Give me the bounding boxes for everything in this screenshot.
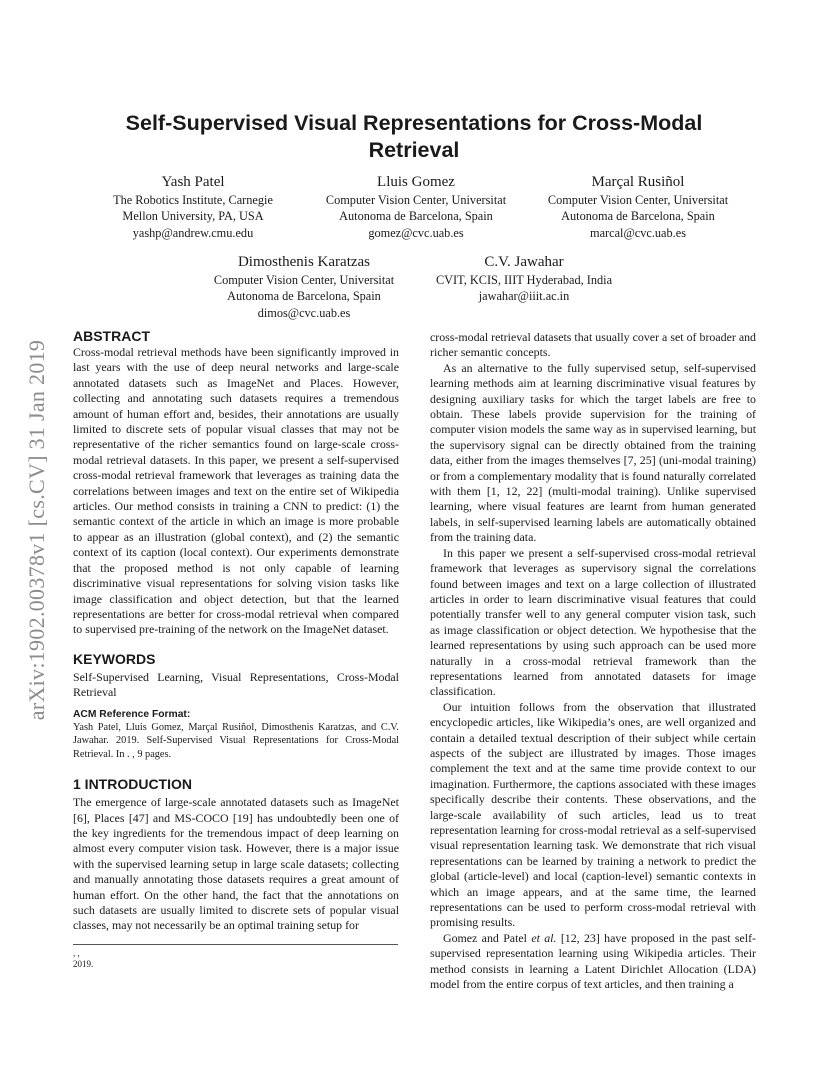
author-affiliation: Autonoma de Barcelona, Spain — [561, 209, 715, 224]
author-block — [98, 172, 288, 241]
author-name: C.V. Jawahar — [484, 254, 564, 270]
paper-title: Self-Supervised Visual Representations for Cross-Modal Retrieval — [125, 111, 703, 162]
author-affiliation: The Robotics Institute, Carnegie — [113, 193, 273, 207]
body-text-emphasis: et al. — [531, 930, 557, 945]
body-paragraph: In this paper we present a self-supervised cross-modal retrieval framework that leverages as supervisory signal the correlations found between images and text on a large collection of illustrated articles in order to learn discriminative visual features that could potentially transfer well to any general computer vision task, such as image classification or object detection. We hypothesise that the learned representations by using such approach can be used more naturally in a cross-modal retrieval framework than the representations learned from annotated datasets for image classification. — [430, 545, 756, 699]
author-affiliation: Computer Vision Center, Universitat — [325, 193, 507, 207]
author-email: yashp@andrew.cmu.edu — [132, 225, 254, 240]
section-heading-introduction: 1 INTRODUCTION — [73, 776, 192, 793]
author-name: Marçal Rusiñol — [591, 174, 685, 190]
body-text: Gomez and Patel — [443, 930, 532, 945]
author-email: dimos@cvc.uab.es — [257, 305, 351, 320]
author-block — [418, 252, 630, 305]
author-block — [310, 172, 522, 241]
author-email: gomez@cvc.uab.es — [368, 225, 464, 240]
body-paragraph: As an alternative to the fully supervised setup, self-supervised learning methods aim at learning discriminative visual features by designing auxiliary tasks for which the target labels are free to obtain. These labels provide supervision for the training of computer vision models the same way as in supervised learning, but the supervisory signal can be directly obtained from the training data, either from the images themselves [7, 25] (uni-modal training) or from a complementary modality that is found naturally correlated with them [1, 12, 22] (multi-modal training). Unlike supervised learning, where visual features are learnt from human generated labels, in self-supervised learning labels are automatically obtained from the training data. — [430, 360, 756, 545]
author-affiliation: CVIT, KCIS, IIIT Hyderabad, India — [435, 273, 613, 287]
abstract-heading: ABSTRACT — [73, 328, 150, 344]
body-paragraph — [430, 931, 756, 993]
intro-paragraph: The emergence of large-scale annotated datasets such as ImageNet [6], Places [47] and MS-COCO [19] has undoubtedly been one of the key ingredients for the tremendous impact of deep learning on almost every computer vision task. However, there is a major issue with the supervised learning setup in large scale datasets; collecting and manually annotating those datasets requires a great amount of human effort. On the other hand, the fact that the annotations on such datasets are usually limited to discrete sets of popular visual classes, may not necessarily be an optimal training setup for — [73, 795, 399, 933]
keywords-text: Self-Supervised Learning, Visual Representations, Cross-Modal Retrieval — [73, 669, 399, 700]
author-affiliation: Computer Vision Center, Universitat — [547, 193, 729, 207]
footnote — [73, 948, 399, 970]
author-block — [198, 252, 410, 321]
left-column — [73, 327, 399, 970]
author-block — [532, 172, 744, 241]
author-email: marcal@cvc.uab.es — [590, 225, 686, 240]
author-name: Lluis Gomez — [377, 174, 455, 190]
abstract-text: Cross-modal retrieval methods have been significantly improved in last years with the use of deep neural networks and large-scale annotated datasets such as ImageNet and Places. However, collecting and annotating such datasets requires a tremendous amount of human effort and, besides, their annotations are usually limited to discrete sets of popular visual classes that may not be representative of the richer semantics found on large-scale cross-modal retrieval datasets. In this paper, we present a self-supervised cross-modal retrieval framework that leverages as training data the correlations between images and text on the entire set of Wikipedia articles. Our method consists in training a CNN to predict: (1) the semantic context of the article in which an image is more probable to appear as an illustration (global context), and (2) the semantic context of its caption (local context). Our experiments demonstrate that the proposed method is not only capable of learning discriminative visual representations for solving vision tasks like image classification and object detection, but that the learned representations are better for cross-modal retrieval when compared to supervised pre-training of the network on the ImageNet dataset. — [73, 345, 399, 637]
arxiv-stamp — [22, 290, 52, 770]
footnote-line: 2019. — [73, 958, 94, 969]
body-paragraph: cross-modal retrieval datasets that usually cover a set of broader and richer semantic concepts. — [430, 330, 756, 360]
author-affiliation: Autonoma de Barcelona, Spain — [227, 289, 381, 304]
keywords-heading: KEYWORDS — [73, 650, 156, 667]
author-name: Yash Patel — [161, 174, 225, 190]
author-affiliation: Computer Vision Center, Universitat — [213, 273, 395, 287]
author-name: Dimosthenis Karatzas — [237, 254, 371, 270]
body-paragraph: Our intuition follows from the observation that illustrated encyclopedic articles, like Wikipedia’s ones, are well organized and contain a detailed textual description of their subject while certain aspects of the subject are illustrated by images. Those images complement the text and at the same time provide context to our imagination. Furthermore, the captions associated with these images specifically describe their contents. These observations, and the large-scale availability of such articles, lead us to treat representation learning for cross-modal retrieval as a self-supervised visual representation learning task. We demonstrate that rich visual representations can be learned by training a network to predict the global (article-level) and local (caption-level) semantic contexts in which an image appears, and at the same time, the learned representations can be used to perform cross-modal retrieval with promising results. — [430, 699, 756, 930]
author-affiliation: Autonoma de Barcelona, Spain — [339, 209, 493, 224]
acm-reference — [73, 708, 399, 762]
right-column — [430, 330, 756, 992]
author-email: jawahar@iiit.ac.in — [478, 289, 570, 304]
acm-reference-text: Yash Patel, Lluis Gomez, Marçal Rusiñol, Dimosthenis Karatzas, and C.V. Jawahar. 2019. Self-Supervised Visual Representations for Cross-Modal Retrieval. In . , 9 pages. — [73, 721, 399, 760]
arxiv-id: arXiv:1902.00378v1 [cs.CV] 31 Jan 2019 — [24, 339, 50, 721]
author-affiliation: Mellon University, PA, USA — [122, 209, 264, 224]
acm-reference-heading: ACM Reference Format: — [73, 708, 191, 720]
footnote-rule — [73, 944, 398, 945]
footnote-line: , , — [73, 947, 80, 958]
body-text: [12, 23] have proposed in the past self-supervised representation learning using Wikipedia articles. Their method consists in learning a Latent Dirichlet Allocation (LDA) model from the entire corpus of text articles, and then training a — [430, 930, 756, 992]
